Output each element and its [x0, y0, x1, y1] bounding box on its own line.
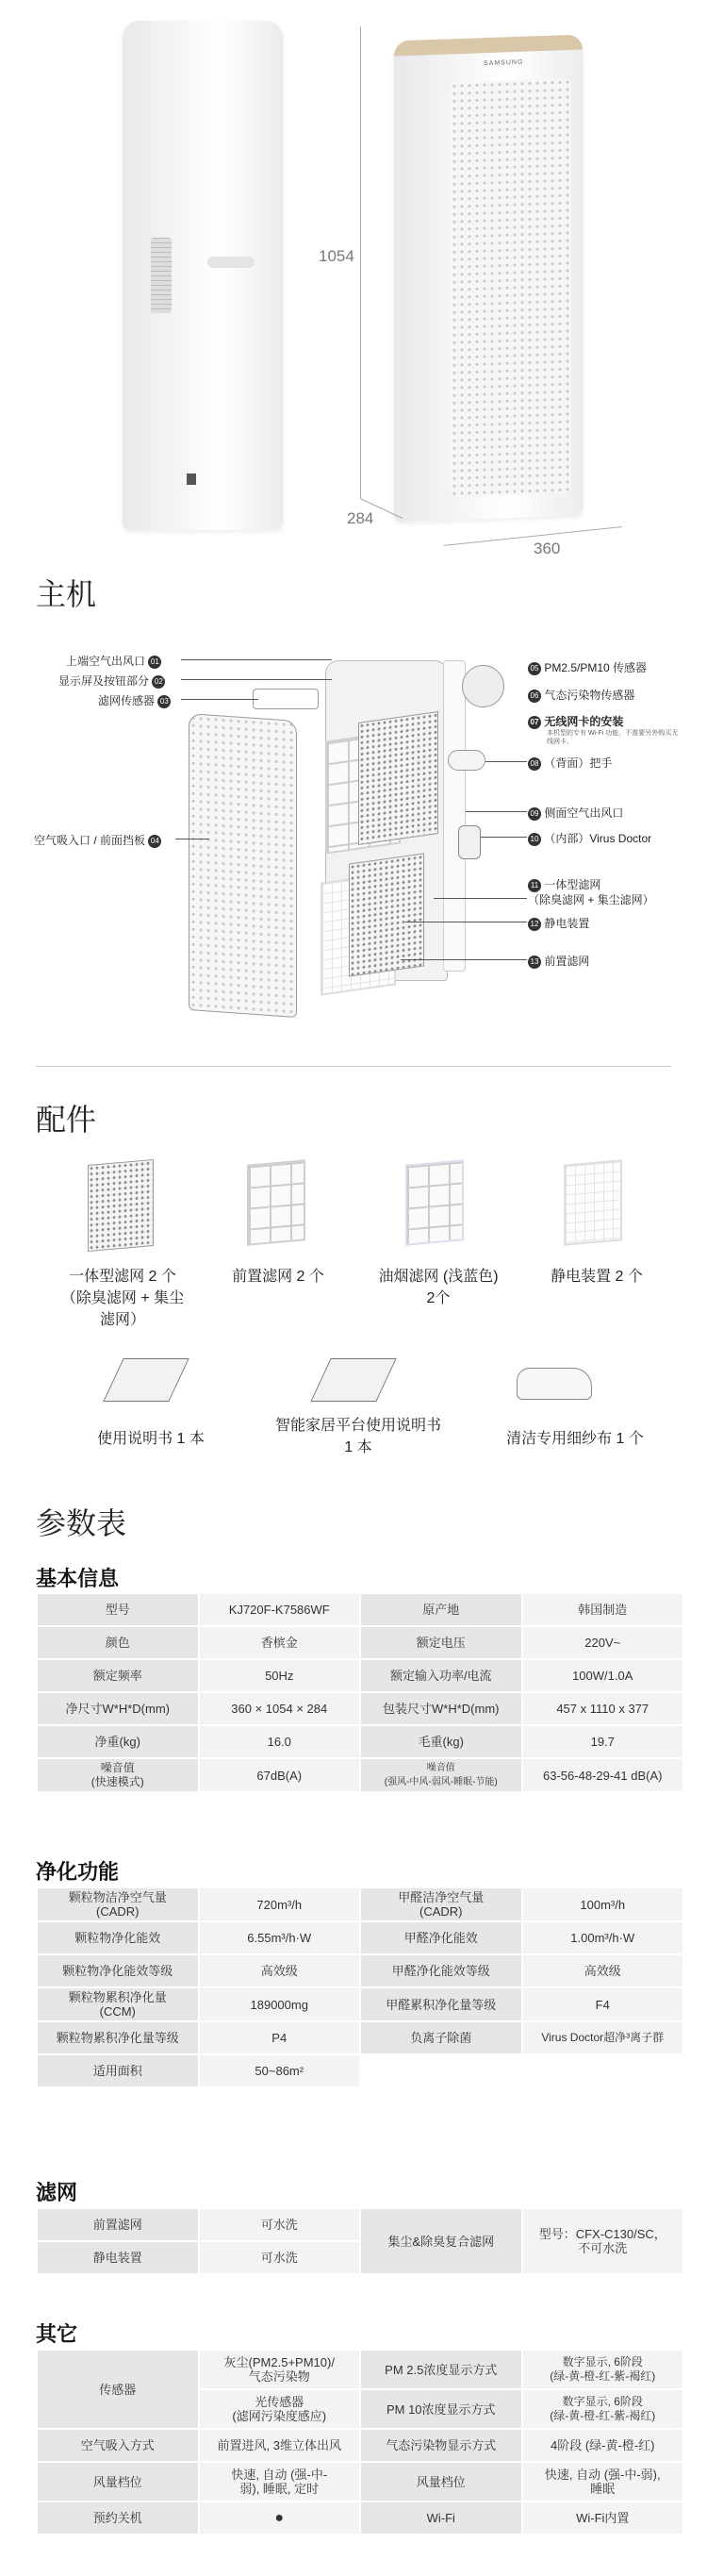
manual-icon: [103, 1358, 189, 1402]
spec-key: 甲醛净化能效等级: [361, 1955, 521, 1986]
spec-value: 6.55m³/h·W: [200, 1922, 360, 1953]
label-05: 05 PM2.5/PM10 传感器: [528, 659, 647, 675]
spec-key: 原产地: [361, 1594, 521, 1625]
front-dot-panel: [451, 78, 571, 497]
side-outlet: [443, 660, 466, 972]
spec-key: 负离子除菌: [361, 2022, 521, 2053]
purify-title: 净化功能: [36, 1860, 120, 1884]
depth-dimension: 284: [347, 509, 374, 527]
divider: [36, 1066, 671, 1067]
spec-key: 净尺寸W*H*D(mm): [38, 1693, 198, 1724]
spec-key: 集尘&除臭复合滤网: [361, 2209, 521, 2273]
spec-key: 颜色: [38, 1627, 198, 1658]
label-01: 上端空气出风口 01: [66, 653, 161, 669]
spec-key: 预约关机: [38, 2502, 198, 2534]
spec-key: 传感器: [38, 2351, 198, 2428]
rear-grille: [151, 238, 172, 313]
spec-value: 16.0: [200, 1726, 360, 1757]
leader-01: [181, 659, 332, 660]
leader-09: [466, 811, 527, 812]
leader-10: [481, 837, 527, 838]
spec-key: 颗粒物累积净化量等级: [38, 2022, 198, 2053]
width-dimension: 360: [534, 540, 561, 557]
acc-label-combo-filter: 一体型滤网 2 个 （除臭滤网 + 集尘 滤网）: [60, 1269, 185, 1328]
cloth-icon: [517, 1368, 592, 1400]
spec-value: Virus Doctor超净³离子群: [523, 2022, 683, 2053]
leader-11: [434, 898, 527, 899]
label-06: 06 气态污染物传感器: [528, 687, 634, 703]
spec-value: 360 × 1054 × 284: [200, 1693, 360, 1724]
spec-key: 噪音值 (快速模式): [38, 1759, 198, 1791]
rear-handle: [207, 257, 255, 268]
spec-key: 颗粒物洁净空气量 (CADR): [38, 1888, 198, 1920]
spec-key: 颗粒物净化能效等级: [38, 1955, 198, 1986]
spec-value: 67dB(A): [200, 1759, 360, 1791]
table-row: [38, 2055, 682, 2086]
display-panel-part: [253, 689, 319, 709]
spec-value: 50~86m²: [200, 2055, 360, 2086]
spec-value: 100m³/h: [523, 1888, 683, 1920]
acc-label-manual: 使用说明书 1 本: [97, 1431, 205, 1447]
spec-value: 韩国制造: [523, 1594, 683, 1625]
spec-value: 19.7: [523, 1726, 683, 1757]
smart-manual-icon: [310, 1358, 396, 1402]
table-row: [38, 2351, 682, 2388]
label-07-note: 本机型的专有 Wi-Fi 功能，不需要另外购买无线网卡。: [547, 730, 679, 745]
spec-key: 空气吸入方式: [38, 2430, 198, 2461]
spec-key: 颗粒物累积净化量 (CCM): [38, 1988, 198, 2020]
spec-key: 噪音值 (强风-中风-弱风-睡眠-节能): [361, 1759, 521, 1791]
spec-value: 100W/1.0A: [523, 1660, 683, 1691]
spec-key: 甲醛累积净化量等级: [361, 1988, 521, 2020]
acc-label-oil-filter: 油烟滤网 (浅蓝色) 2个: [378, 1269, 499, 1306]
spec-key: 毛重(kg): [361, 1726, 521, 1757]
spec-value: 50Hz: [200, 1660, 360, 1691]
spec-value: 4阶段 (绿-黄-橙-红): [523, 2430, 683, 2461]
height-dimension: 1054: [319, 247, 354, 265]
spec-value: 1.00m³/h·W: [523, 1922, 683, 1953]
spec-key: 适用面积: [38, 2055, 198, 2086]
sensor-module: [462, 665, 504, 707]
pre-filter-icon: [247, 1159, 305, 1245]
label-03: 滤网传感器 03: [98, 692, 171, 708]
leader-03: [181, 699, 258, 700]
table-row: [38, 1759, 682, 1791]
power-port: [187, 474, 196, 485]
spec-value: 220V~: [523, 1627, 683, 1658]
spec-key: 风量档位: [38, 2463, 198, 2501]
purify-table: [36, 1886, 684, 2088]
spec-key: 型号: [38, 1594, 198, 1625]
table-row: [38, 2209, 682, 2240]
table-row: [38, 2502, 682, 2534]
spec-value: 高效级: [523, 1955, 683, 1986]
front-panel: [189, 713, 297, 1018]
purifier-front-view: [394, 35, 583, 523]
spec-key: 前置滤网: [38, 2209, 198, 2240]
spec-key: 包装尺寸W*H*D(mm): [361, 1693, 521, 1724]
spec-value: 数字显示, 6阶段 (绿-黄-橙-红-紫-褐红): [523, 2390, 683, 2428]
spec-value: F4: [523, 1988, 683, 2020]
table-row: [38, 2430, 682, 2461]
acc-label-pre-filter: 前置滤网 2 个: [232, 1269, 324, 1285]
accessories-title: 配件: [36, 1103, 97, 1137]
table-row: [38, 1888, 682, 1920]
combo-filter-sheet: [358, 711, 438, 845]
electrostatic-icon: [564, 1159, 622, 1245]
combo-filter-icon: [88, 1159, 154, 1252]
spec-key: 甲醛洁净空气量 (CADR): [361, 1888, 521, 1920]
empty-cell: [361, 2055, 682, 2086]
label-10: 10 （内部）Virus Doctor: [528, 830, 651, 846]
table-row: [38, 2463, 682, 2501]
spec-value: 快速, 自动 (强-中-弱), 睡眠: [523, 2463, 683, 2501]
spec-key: 颗粒物净化能效: [38, 1922, 198, 1953]
spec-value: 189000mg: [200, 1988, 360, 2020]
product-hero: [0, 0, 707, 566]
leader-02: [181, 679, 332, 680]
leader-08: [485, 761, 527, 762]
height-dimension-line: [360, 26, 361, 498]
spec-key: 气态污染物显示方式: [361, 2430, 521, 2461]
acc-label-cloth: 清洁专用细纱布 1 个: [506, 1431, 644, 1447]
spec-key: 净重(kg): [38, 1726, 198, 1757]
spec-value: 光传感器 (滤网污染度感应): [200, 2390, 360, 2428]
table-row: [38, 1693, 682, 1724]
spec-value: Wi-Fi内置: [523, 2502, 683, 2534]
spec-key: PM 10浓度显示方式: [361, 2390, 521, 2428]
spec-key: 额定频率: [38, 1660, 198, 1691]
spec-value: 可水洗: [200, 2209, 360, 2240]
table-row: [38, 1594, 682, 1625]
spec-value: 型号：CFX-C130/SC， 不可水洗: [523, 2209, 683, 2273]
spec-value: KJ720F-K7586WF: [200, 1594, 360, 1625]
table-row: [38, 1955, 682, 1986]
spec-value: 香槟金: [200, 1627, 360, 1658]
spec-key: 额定输入功率/电流: [361, 1660, 521, 1691]
virus-doctor-part: [458, 825, 481, 859]
spec-value: 灰尘(PM2.5+PM10)/ 气态污染物: [200, 2351, 360, 2388]
main-unit-title: 主机: [36, 577, 97, 611]
oil-filter-icon: [405, 1159, 464, 1245]
basic-info-table: [36, 1592, 684, 1793]
basic-info-title: 基本信息: [36, 1567, 120, 1590]
label-09: 09 侧面空气出风口: [528, 805, 623, 821]
table-row: [38, 2022, 682, 2053]
label-04: 空气吸入口 / 前面挡板 04: [34, 832, 161, 848]
spec-value: P4: [200, 2022, 360, 2053]
spec-value: 数字显示, 6阶段 (绿-黄-橙-红-紫-褐红): [523, 2351, 683, 2388]
acc-label-electrostatic: 静电装置 2 个: [551, 1269, 643, 1285]
spec-value: 可水洗: [200, 2242, 360, 2273]
width-dimension-line: [443, 526, 621, 546]
acc-label-smart-manual: 智能家居平台使用说明书 1 本: [274, 1418, 441, 1455]
label-12: 12 静电装置: [528, 915, 589, 931]
table-row: [38, 1922, 682, 1953]
table-row: [38, 1627, 682, 1658]
spec-value: 63-56-48-29-41 dB(A): [523, 1759, 683, 1791]
spec-value: 457 x 1110 x 377: [523, 1693, 683, 1724]
spec-key: Wi-Fi: [361, 2502, 521, 2534]
leader-13: [401, 959, 527, 960]
combo-filter-lower: [349, 853, 424, 976]
spec-value: 高效级: [200, 1955, 360, 1986]
handle-part: [448, 750, 485, 771]
brand-logo: SAMSUNG: [484, 58, 524, 68]
spec-value: 720m³/h: [200, 1888, 360, 1920]
other-title: 其它: [36, 2322, 78, 2346]
table-row: [38, 1726, 682, 1757]
specs-title: 参数表: [36, 1506, 127, 1540]
spec-key: 静电装置: [38, 2242, 198, 2273]
other-table: [36, 2349, 684, 2535]
spec-key: 风量档位: [361, 2463, 521, 2501]
label-08: 08 （背面）把手: [528, 755, 612, 771]
label-02: 显示屏及按钮部分 02: [58, 673, 165, 689]
table-row: [38, 1660, 682, 1691]
label-07: 07 无线网卡的安装: [528, 713, 623, 729]
table-row: [38, 1988, 682, 2020]
spec-value: 快速, 自动 (强-中- 弱), 睡眠, 定时: [200, 2463, 360, 2501]
spec-value: ●: [200, 2502, 360, 2534]
spec-key: PM 2.5浓度显示方式: [361, 2351, 521, 2388]
filters-table: [36, 2207, 684, 2275]
spec-key: 甲醛净化能效: [361, 1922, 521, 1953]
label-13: 13 前置滤网: [528, 953, 589, 969]
purifier-rear-view: [123, 21, 283, 530]
label-11: 11 一体型滤网 （除臭滤网 + 集尘滤网）: [528, 878, 654, 906]
spec-value: 前置进风, 3维立体出风: [200, 2430, 360, 2461]
spec-key: 额定电压: [361, 1627, 521, 1658]
filters-title: 滤网: [36, 2181, 78, 2204]
top-rim: [394, 35, 583, 57]
